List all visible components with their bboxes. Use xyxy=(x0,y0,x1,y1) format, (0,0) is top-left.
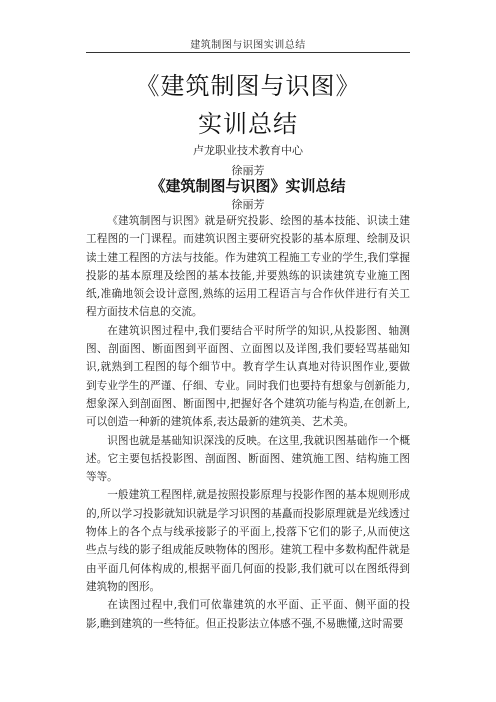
paragraph: 在建筑识图过程中,我们要结合平时所学的知识,从投影图、轴测图、剖面图、断面图到平面图、立面图以及详图,我们要轻骂基础知识,就熟到工程图的每个细节中。教育学生认真地对待识图作业,要做到专业学生的严谨、仔细、专业。同时我们也要持有想象与创新能力,想象深入到剖面图、断面图中,把握好各个建筑功能与构造,在创新上,可以创造一种新的建筑体系,表达最新的建筑美、艺术美。 xyxy=(86,324,410,429)
header-divider xyxy=(86,52,410,53)
document-title-line-1: 《建筑制图与识图》 xyxy=(135,72,361,100)
document-title-line-2: 实训总结 xyxy=(198,110,298,138)
running-header: 建筑制图与识图实训总结 xyxy=(190,40,306,51)
paragraph: 识图也就是基础知识深浅的反映。在这里,我就识图基础作一个概述。它主要包括投影图、剖面图、断面图、建筑施工图、结构施工图等等。 xyxy=(86,434,410,484)
paragraph: 一般建筑工程图样,就是按照投影原理与投影作图的基本规则形成的,所以学习投影就知识就是学习识图的基矗而投影原理就是光线透过物体上的各个点与线承接影子的平面上,投落下它们的影子,从而使这些点与线的影子组成能反映物体的图形。建筑工程中多数构配件就是由平面几何体构成的,根据平面几何面的投影,我们就可以在图纸得到建筑物的图形。 xyxy=(86,489,410,593)
organization: 卢龙职业技术教育中心 xyxy=(193,144,303,157)
paragraph: 《建筑制图与识图》就是研究投影、绘图的基本技能、识读土建工程图的一门课程。而建筑识图主要研究投影的基本原理、绘制及识读土建工程图的方法与技能。作为建筑工程施工专业的学生,我们掌握投影的基本原理及绘图的基本技能,并要熟练的识读建筑专业施工图纸,准确地领会设计意图,熟练的运用工程语言与合作伙伴进行有关工程方面技术信息的交流。 xyxy=(86,215,410,319)
author: 徐丽芳 xyxy=(231,164,265,177)
body-text xyxy=(86,212,410,633)
bold-subtitle: 《建筑制图与识图》实训总结 xyxy=(150,177,346,195)
author-repeat: 徐丽芳 xyxy=(231,198,265,211)
paragraph: 在读图过程中,我们可依靠建筑的水平面、正平面、侧平面的投影,瞧到建筑的一些特征。但正投影法立体感不强,不易瞧懂,这时需要 xyxy=(86,599,410,630)
